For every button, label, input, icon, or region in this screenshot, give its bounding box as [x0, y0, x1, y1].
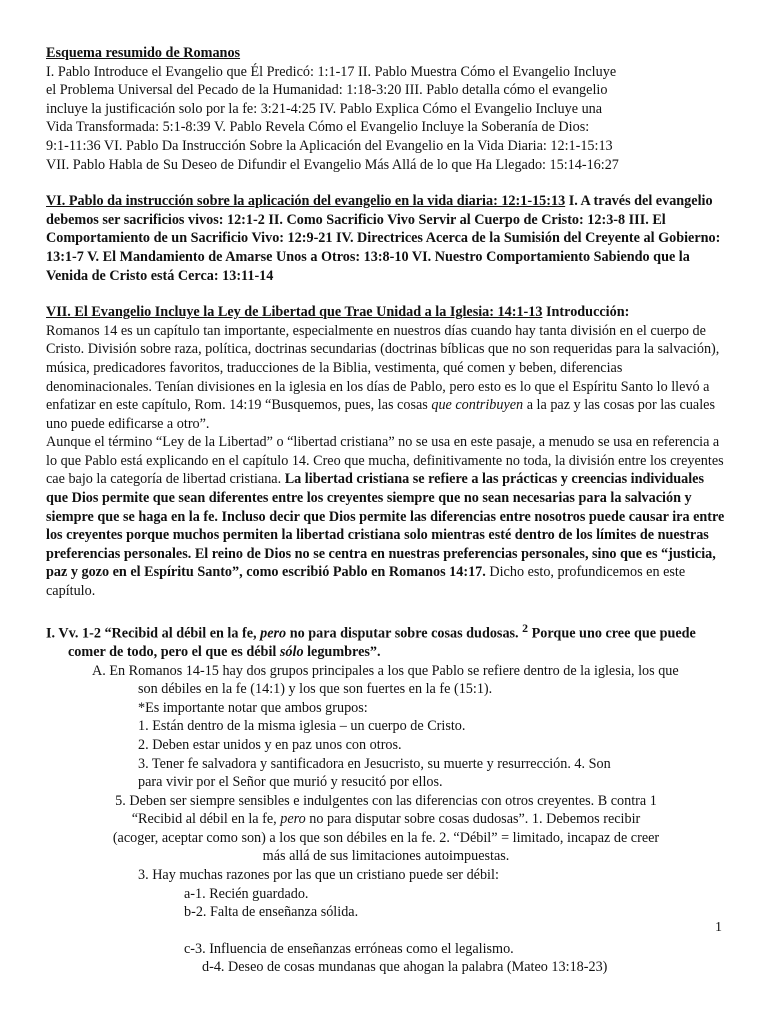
- point1-heading-b: no para disputar sobre cosas dudosas.: [286, 625, 523, 642]
- point1-heading-italic: pero: [260, 625, 287, 642]
- reason-d: d-4. Deseo de cosas mundanas que ahogan la palabra (Mateo 13:18-23): [202, 959, 608, 976]
- page-number: 1: [715, 920, 722, 935]
- section-6-subpoints: I. A través del evangelio debemos ser sacrificios vivos: 12:1-2 II. Como Sacrificio Vivo Servir al Cuerpo de Cristo: 12:3-8 III. El Comportamiento de un Sacrificio Vivo: 12:9-21 IV. Directrices Acerca de la Sumisión del Creyente al Gobierno: 13:1-7 V. El Mandamiento de Amarse Unos a Otros: 13:8-10 VI. Nuestro Comportamiento Sabiendo que la Venida de Cristo está Cerca: 13:11-14: [46, 193, 721, 284]
- note-item-3-cont: para vivir por el Señor que murió y resucitó por ellos.: [138, 774, 443, 791]
- intro-paragraph-2: [46, 433, 726, 600]
- intro-paragraph-1: [46, 322, 726, 434]
- note-item-5-cont-3: más allá de sus limitaciones autoimpuestas.: [262, 848, 510, 865]
- section-6-heading: VI. Pablo da instrucción sobre la aplicación del evangelio en la vida diaria: 12:1-15:13: [46, 193, 566, 210]
- point-1-heading: [46, 619, 726, 662]
- point1-heading-d: legumbres”.: [303, 643, 381, 660]
- section-6-paragraph: [46, 192, 726, 285]
- n5-line2-a: “Recibid al débil en la fe,: [131, 811, 281, 828]
- outline-line: el Problema Universal del Pecado de la Humanidad: 1:18-3:20 III. Pablo detalla cómo el evangelio: [46, 82, 608, 99]
- outline-line: incluye la justificación solo por la fe: 3:21-4:25 IV. Pablo Explica Cómo el Evangelio Incluye una: [46, 100, 603, 117]
- point-a-line-2: son débiles en la fe (14:1) y los que son fuertes en la fe (15:1).: [138, 681, 493, 698]
- point-a-line-1: A. En Romanos 14-15 hay dos grupos principales a los que Pablo se refiere dentro de la iglesia, los que: [92, 662, 679, 679]
- para2-bold: La libertad cristiana se refiere a las prácticas y creencias individuales que Dios permite que sean diferentes entre los creyentes siempre que no sean necesarias para la salvación y siempre que se haga en la fe. Incluso decir que Dios permite las diferencias entre nosotros puede causar ira entre los creyentes porque muchos permiten la libertad cristiana solo mientras esté dentro de los límites de nuestras preferencias personales. El reino de Dios no se centra en nuestras preferencias personales, sino que es “justicia, paz y gozo en el Espíritu Santo”, como escribió Pablo en Romanos 14:17.: [46, 471, 725, 581]
- reason-a: a-1. Recién guardado.: [184, 885, 309, 902]
- section-7-heading: VII. El Evangelio Incluye la Ley de Libertad que Trae Unidad a la Iglesia: 14:1-13: [46, 304, 543, 321]
- outline-line: I. Pablo Introduce el Evangelio que Él Predicó: 1:1-17 II. Pablo Muestra Cómo el Evangelio Incluye: [46, 63, 617, 80]
- point1-heading-italic2: sólo: [279, 643, 304, 660]
- outline-title: Esquema resumido de Romanos: [46, 45, 241, 61]
- outline-line: Vida Transformada: 5:1-8:39 V. Pablo Revela Cómo el Evangelio Incluye la Soberanía de Dios:: [46, 119, 590, 136]
- note-item-1: 1. Están dentro de la misma iglesia – un cuerpo de Cristo.: [138, 718, 466, 735]
- note-item-5-cont: [46, 810, 726, 829]
- n5-line2-b: no para disputar sobre cosas dudosas”. 1. Debemos recibir: [305, 811, 641, 828]
- n5-line2-italic: pero: [280, 811, 306, 828]
- section-7-heading-line: [46, 303, 726, 322]
- intro-label: Introducción:: [542, 304, 630, 321]
- reason-c: c-3. Influencia de enseñanzas erróneas como el legalismo.: [184, 940, 514, 957]
- para1-italic: que contribuyen: [431, 397, 524, 414]
- outline-line: VII. Pablo Habla de Su Deseo de Difundir el Evangelio Más Allá de lo que Ha Llegado: 15:14-16:27: [46, 156, 619, 173]
- outline-line: 9:1-11:36 VI. Pablo Da Instrucción Sobre la Aplicación del Evangelio en la Vida Diaria: 12:1-15:13: [46, 137, 613, 154]
- para1-text: Romanos 14 es un capítulo tan importante, especialmente en nuestros días cuando hay tanta división en el cuerpo de Cristo. División sobre raza, política, doctrinas secundarias (doctrinas bíblicas que no son requeridas para la salvación), música, predicadores favoritos, traducciones de la Biblia, vestimenta, qué comen y beben, diferencias denominacionales. Tenían divisiones en la iglesia en los días de Pablo, pero esto es lo que el Espíritu Santo lo llevó a enfatizar en este capítulo, Rom. 14:19 “Busquemos, pues, las cosas: [46, 322, 720, 414]
- note-item-3: 3. Tener fe salvadora y santificadora en Jesucristo, su muerte y resurrección. 4. Son: [138, 755, 611, 772]
- note-line: *Es importante notar que ambos grupos:: [138, 699, 368, 716]
- point1-heading-c: Porque uno cree que puede comer de todo, pero el que es débil: [68, 625, 696, 660]
- document-page: [46, 44, 726, 977]
- para2-text: Aunque el término “Ley de la Libertad” o “libertad cristiana” no se usa en este pasaje, a menudo se usa en referencia a lo que Pablo está explicando en el capítulo 14. Creo que mucha, definitivamente no toda, la división entre los creyentes cae bajo la categoría de libertad cristiana.: [46, 434, 724, 488]
- para2-text-end: Dicho esto, profundicemos en este capítulo.: [46, 564, 686, 600]
- note-item-5-cont-2: (acoger, aceptar como son) a los que son débiles en la fe. 2. “Débil” = limitado, incapaz de creer: [112, 829, 660, 846]
- note-item-2: 2. Deben estar unidos y en paz unos con otros.: [138, 736, 402, 753]
- reason-b: b-2. Falta de enseñanza sólida.: [184, 904, 359, 921]
- note-item-5: 5. Deben ser siempre sensibles e indulgentes con las diferencias con otros creyentes. B contra 1: [115, 792, 657, 809]
- para1-text-end: a la paz y las cosas por las cuales uno puede edificarse a otro”.: [46, 397, 715, 432]
- reasons-line: 3. Hay muchas razones por las que un cristiano puede ser débil:: [138, 867, 499, 884]
- point1-heading-a: I. Vv. 1-2 “Recibid al débil en la fe,: [46, 625, 261, 642]
- verse-number: 2: [522, 620, 529, 635]
